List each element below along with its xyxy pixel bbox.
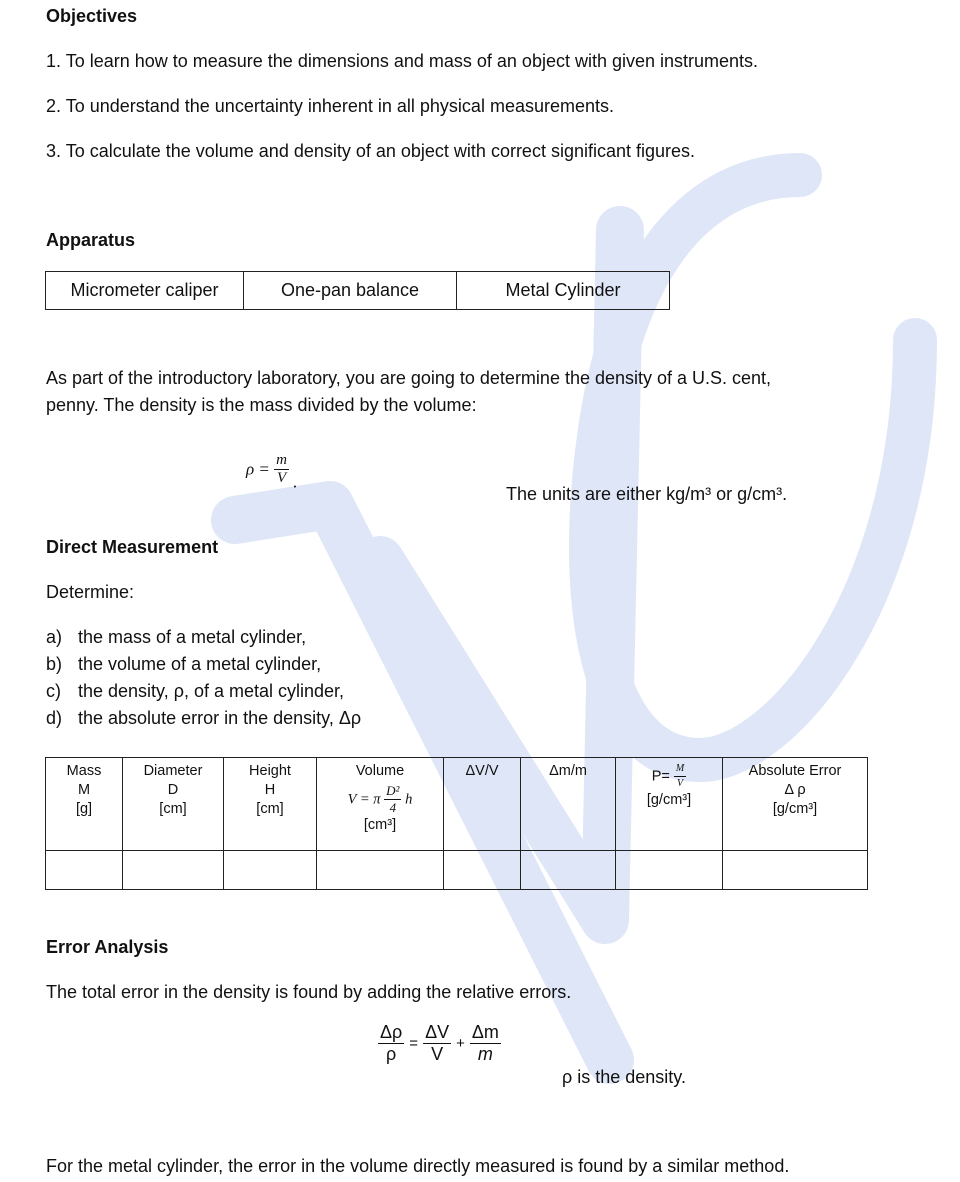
list-item: d) the absolute error in the density, Δρ: [46, 708, 362, 728]
col-volume: Volume V = π $\frac{\text{D²}}{4}$ h [cm³]: [317, 758, 444, 851]
table-cell[interactable]: [616, 851, 723, 890]
list-item: a) the mass of a metal cylinder,: [46, 627, 307, 647]
apparatus-item-balance: One-pan balance: [244, 272, 457, 310]
table-cell[interactable]: [123, 851, 224, 890]
col-diameter: Diameter D [cm]: [123, 758, 224, 851]
density-formula: [246, 452, 297, 492]
table-cell[interactable]: [521, 851, 616, 890]
apparatus-heading: Apparatus: [46, 230, 136, 250]
bottom-text: For the metal cylinder, the error in the volume directly measured is found by a similar method.: [46, 1156, 790, 1176]
col-mass: Mass M [g]: [46, 758, 123, 851]
table-header-row: [46, 758, 868, 851]
error-formula: $\frac{\Delta\rho}{\rho}$ = $\frac{\Delta V}{V}$ + $\frac{\Delta m}{m}$: [380, 1022, 499, 1064]
col-dm-over-m: Δm/m: [521, 758, 616, 851]
table-cell[interactable]: [723, 851, 868, 890]
col-height: Height H [cm]: [224, 758, 317, 851]
col-density: P= $\frac{M}{V}$ [g/cm³]: [616, 758, 723, 851]
density-formula-lhs: ρ =: [246, 459, 270, 479]
col-absolute-error: Absolute Error Δ ρ [g/cm³]: [723, 758, 868, 851]
list-item: b) the volume of a metal cylinder,: [46, 654, 322, 674]
table-cell[interactable]: [317, 851, 444, 890]
intro-line-2: penny. The density is the mass divided by the volume:: [46, 395, 477, 415]
objective-item-2: 2. To understand the uncertainty inherent in all physical measurements.: [46, 96, 614, 116]
density-formula-den: V: [276, 470, 287, 486]
apparatus-item-cylinder: Metal Cylinder: [457, 272, 670, 310]
table-cell[interactable]: [224, 851, 317, 890]
objectives-heading: Objectives: [46, 6, 138, 26]
error-analysis-heading: Error Analysis: [46, 937, 169, 957]
intro-line-1: As part of the introductory laboratory, you are going to determine the density of a U.S. cent,: [46, 368, 772, 388]
rho-note: ρ is the density.: [562, 1067, 686, 1087]
density-formula-num: m: [276, 452, 287, 468]
table-cell[interactable]: [46, 851, 123, 890]
apparatus-item-micrometer: Micrometer caliper: [46, 272, 244, 310]
table-cell[interactable]: [444, 851, 521, 890]
error-analysis-text: The total error in the density is found by adding the relative errors.: [46, 982, 572, 1002]
apparatus-table: [45, 271, 670, 310]
col-dv-over-v: ΔV/V: [444, 758, 521, 851]
measurement-table: [45, 757, 868, 890]
objective-item-3: 3. To calculate the volume and density of an object with correct significant figures.: [46, 141, 696, 161]
determine-label: Determine:: [46, 582, 135, 602]
density-formula-dot: .: [293, 472, 298, 492]
table-row: [46, 851, 868, 890]
determine-list: [46, 624, 361, 732]
units-text: The units are either kg/m³ or g/cm³.: [506, 484, 788, 504]
list-item: c) the density, ρ, of a metal cylinder,: [46, 681, 345, 701]
objective-item-1: 1. To learn how to measure the dimensions and mass of an object with given instruments.: [46, 51, 759, 71]
direct-measurement-heading: Direct Measurement: [46, 537, 219, 557]
